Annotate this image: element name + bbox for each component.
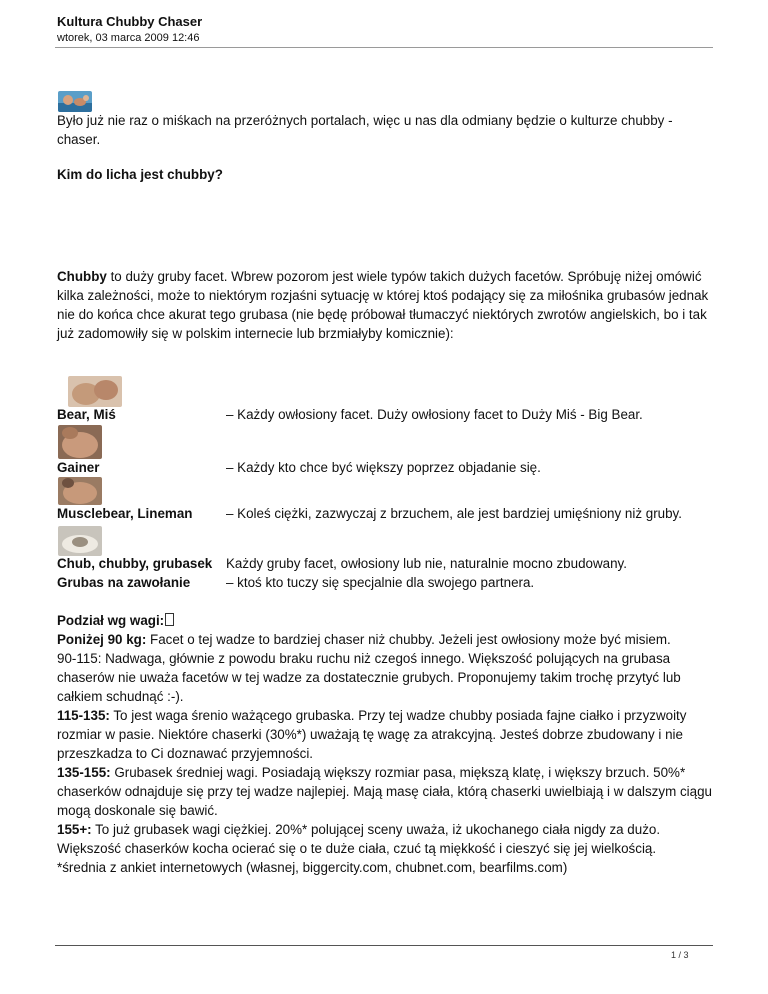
type-row-bear — [57, 405, 643, 424]
page-number: 1 / 3 — [671, 950, 689, 960]
type-desc: – Każdy owłosiony facet. Duży owłosiony facet to Duży Miś - Big Bear. — [226, 407, 643, 422]
type-term: Grubas na zawołanie — [57, 575, 191, 590]
type-desc: Każdy gruby facet, owłosiony lub nie, naturalnie mocno zbudowany. — [226, 556, 627, 571]
weights-footnote: *średnia z ankiet internetowych (własnej, biggercity.com, chubnet.com, bearfilms.com) — [57, 860, 568, 875]
document-date: wtorek, 03 marca 2009 12:46 — [57, 32, 200, 44]
footer-divider — [55, 945, 713, 946]
weight-item: 135-155: Grubasek średniej wagi. Posiadają większy rozmiar pasa, miększą klatę, i większy brzuch. 50%* chaserków odnajduje się przy tej wadze najlepiej. Mają masę ciała, którą chaserki uwielbiają i w dalszym ciągu mogą doskonale się bawić. — [57, 765, 712, 818]
bear-photo — [68, 376, 122, 407]
intro-paragraph: Było już nie raz o miśkach na przeróżnych portalach, więc u nas dla odmiany będzie o kulturze chubby - chaser. — [57, 113, 673, 147]
type-desc: – ktoś kto tuczy się specjalnie dla swojego partnera. — [226, 575, 535, 590]
weight-item: 90-115: Nadwaga, głównie z powodu braku ruchu niż czegoś innego. Większość polujących na grubasa chaserów nie uważa facetów w tej wadze za dostatecznie grubych. Proponujemy takim trochę przytyć lub całkiem schudnąć :-). — [57, 651, 681, 704]
weights-heading: Podział wg wagi: — [57, 611, 717, 630]
type-row-grubas — [57, 573, 535, 592]
definition-term: Chubby — [57, 269, 107, 284]
definition-text: to duży gruby facet. Wbrew pozorom jest wiele typów takich dużych facetów. Spróbuję niżej omówić kilka zależności, może to niektórym rozjaśni sytuację w której ktoś podający się za miłośnika grubasów jednak nie do końca chce akurat tego grubasa (nie będę próbował tłumaczyć niektórych zwrotów angielskich, bo i tak już zadomowiły się w polskim internecie lub brzmiałyby komicznie): — [57, 269, 709, 341]
weight-item: Poniżej 90 kg: Facet o tej wadze to bardziej chaser niż chubby. Jeżeli jest owłosiony może być misiem. — [57, 632, 671, 647]
header-divider — [55, 47, 713, 48]
weight-item: 115-135: To jest waga śrenio ważącego grubaska. Przy tej wadze chubby posiada fajne ciałko i przyzwoity rozmiar w pasie. Niektóre chaserki (30%*) uważają tę wagę za atrakcyjną. Jesteś dobrze zbudowany i nie przeszkadza to Ci doznawać przyjemności. — [57, 708, 687, 761]
type-row-chub — [57, 554, 627, 573]
type-row-musclebear — [57, 504, 682, 523]
intro-question: Kim do licha jest chubby? — [57, 167, 223, 182]
chub-photo — [58, 526, 102, 556]
musclebear-photo — [58, 477, 102, 505]
definition-paragraph — [57, 267, 717, 343]
type-desc: – Koleś ciężki, zazwyczaj z brzuchem, ale jest bardziej umięśniony niż gruby. — [226, 506, 682, 521]
type-term: Chub, chubby, grubasek — [57, 556, 213, 571]
weights-section — [57, 611, 717, 877]
type-row-gainer — [57, 458, 541, 477]
type-term: Gainer — [57, 460, 100, 475]
type-term: Bear, Miś — [57, 407, 116, 422]
gainer-photo — [58, 425, 102, 459]
intro-photo — [58, 91, 92, 112]
type-term: Musclebear, Lineman — [57, 506, 193, 521]
weight-item: 155+: To już grubasek wagi ciężkiej. 20%* polującej sceny uważa, iż ukochanego ciała nigdy za dużo. Większość chaserków kocha ocierać się o te duże ciała, czuć tą miękkość i cieszyć się jej wielkością. — [57, 822, 661, 856]
document-title: Kultura Chubby Chaser — [57, 14, 203, 29]
type-desc: – Każdy kto chce być większy poprzez objadanie się. — [226, 460, 541, 475]
document-header — [57, 14, 713, 45]
